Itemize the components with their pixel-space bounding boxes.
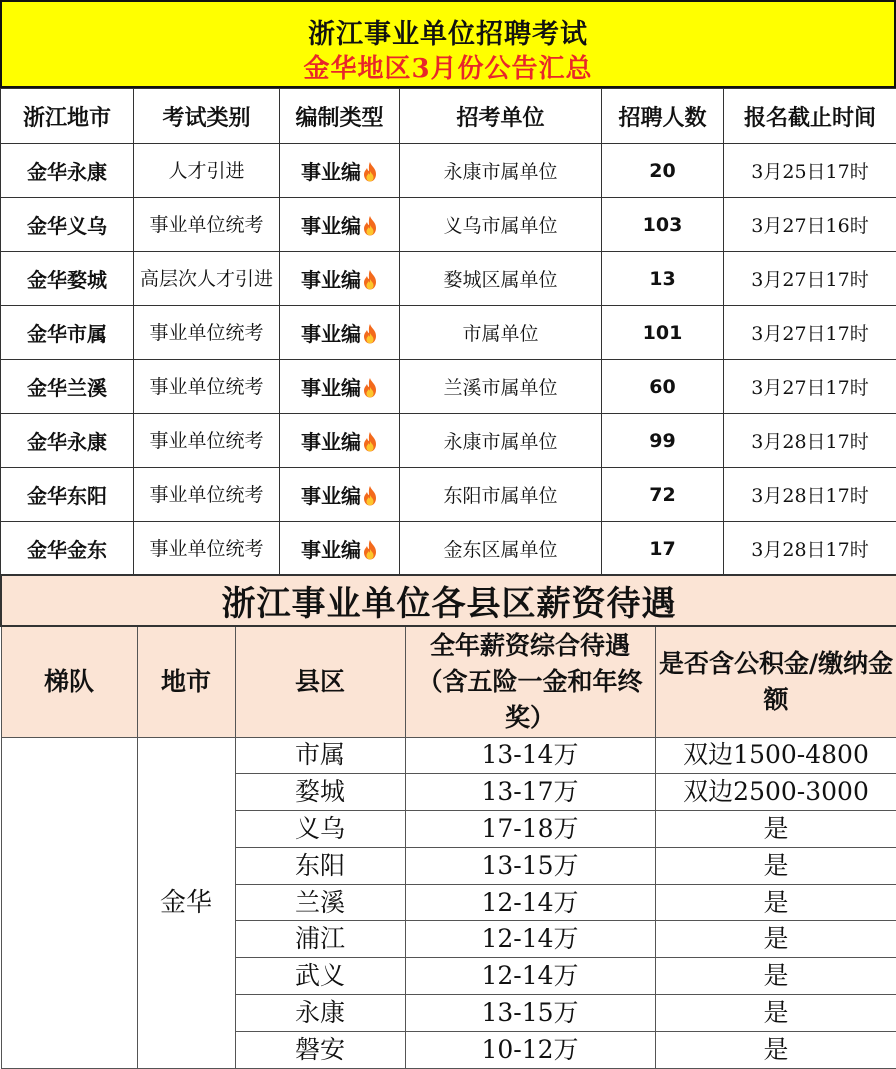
cell-exam-type: 事业单位统考 (134, 468, 280, 522)
cell-exam-type: 事业单位统考 (134, 198, 280, 252)
cell-county: 永康 (235, 995, 405, 1032)
cell-staffing-type (280, 360, 400, 414)
cell-count: 72 (602, 468, 724, 522)
recruitment-row (1, 252, 896, 306)
recruitment-row (1, 144, 896, 198)
cell-city: 金华金东 (1, 522, 134, 576)
staffing-type-label: 事业编 (301, 322, 361, 346)
recruitment-table (0, 88, 896, 576)
cell-fund: 是 (655, 847, 896, 884)
recruitment-row (1, 360, 896, 414)
cell-deadline: 3月27日17时 (724, 252, 896, 306)
fire-icon (362, 216, 378, 236)
recruitment-body (1, 144, 896, 576)
cell-unit: 永康市属单位 (400, 144, 602, 198)
header-exam-type: 考试类别 (134, 89, 280, 144)
cell-salary: 12-14万 (405, 884, 655, 921)
cell-exam-type: 人才引进 (134, 144, 280, 198)
recruitment-row (1, 306, 896, 360)
cell-deadline: 3月25日17时 (724, 144, 896, 198)
cell-county: 磐安 (235, 1031, 405, 1068)
cell-county: 义乌 (235, 811, 405, 848)
salary-table (0, 574, 896, 1069)
fire-icon (362, 486, 378, 506)
cell-count: 103 (602, 198, 724, 252)
salary-title-row (1, 575, 896, 626)
cell-unit: 兰溪市属单位 (400, 360, 602, 414)
cell-salary: 13-17万 (405, 774, 655, 811)
cell-unit: 永康市属单位 (400, 414, 602, 468)
cell-deadline: 3月27日16时 (724, 198, 896, 252)
cell-deadline: 3月28日17时 (724, 468, 896, 522)
cell-deadline: 3月27日17时 (724, 360, 896, 414)
cell-count: 101 (602, 306, 724, 360)
cell-city: 金华市属 (1, 306, 134, 360)
fire-icon (362, 324, 378, 344)
cell-salary: 17-18万 (405, 811, 655, 848)
staffing-type-label: 事业编 (301, 214, 361, 238)
cell-deadline: 3月28日17时 (724, 414, 896, 468)
header-salary: 全年薪资综合待遇（含五险一金和年终奖） (405, 626, 655, 737)
cell-deadline: 3月27日17时 (724, 306, 896, 360)
cell-city: 金华婺城 (1, 252, 134, 306)
cell-count: 99 (602, 414, 724, 468)
cell-fund: 是 (655, 995, 896, 1032)
staffing-type-label: 事业编 (301, 160, 361, 184)
cell-deadline: 3月28日17时 (724, 522, 896, 576)
cell-city: 金华义乌 (1, 198, 134, 252)
cell-county: 浦江 (235, 921, 405, 958)
cell-fund: 双边1500-4800 (655, 737, 896, 774)
cell-region: 金华 (137, 737, 235, 1068)
header-region: 地市 (137, 626, 235, 737)
cell-exam-type: 高层次人才引进 (134, 252, 280, 306)
cell-staffing-type (280, 414, 400, 468)
fire-icon (362, 432, 378, 452)
cell-unit: 市属单位 (400, 306, 602, 360)
cell-salary: 12-14万 (405, 921, 655, 958)
cell-staffing-type (280, 144, 400, 198)
header-county: 县区 (235, 626, 405, 737)
staffing-type-label: 事业编 (301, 538, 361, 562)
cell-county: 武义 (235, 958, 405, 995)
header-unit: 招考单位 (400, 89, 602, 144)
recruitment-header-row (1, 89, 896, 144)
banner-subtitle: 金华地区3月份公告汇总 (2, 48, 894, 85)
cell-county: 婺城 (235, 774, 405, 811)
recruitment-row (1, 414, 896, 468)
recruitment-row (1, 522, 896, 576)
cell-staffing-type (280, 468, 400, 522)
cell-salary: 12-14万 (405, 958, 655, 995)
cell-fund: 是 (655, 811, 896, 848)
cell-fund: 是 (655, 958, 896, 995)
fire-icon (362, 270, 378, 290)
cell-unit: 东阳市属单位 (400, 468, 602, 522)
salary-header-row (1, 626, 896, 737)
staffing-type-label: 事业编 (301, 484, 361, 508)
top-banner (0, 0, 896, 88)
recruitment-row (1, 468, 896, 522)
cell-fund: 是 (655, 1031, 896, 1068)
cell-staffing-type (280, 522, 400, 576)
cell-unit: 金东区属单位 (400, 522, 602, 576)
cell-city: 金华兰溪 (1, 360, 134, 414)
header-fund: 是否含公积金/缴纳金额 (655, 626, 896, 737)
cell-salary: 13-14万 (405, 737, 655, 774)
cell-staffing-type (280, 252, 400, 306)
staffing-type-label: 事业编 (301, 430, 361, 454)
cell-city: 金华永康 (1, 414, 134, 468)
recruitment-row (1, 198, 896, 252)
cell-fund: 双边2500-3000 (655, 774, 896, 811)
staffing-type-label: 事业编 (301, 376, 361, 400)
cell-staffing-type (280, 306, 400, 360)
cell-fund: 是 (655, 884, 896, 921)
cell-city: 金华永康 (1, 144, 134, 198)
cell-unit: 婺城区属单位 (400, 252, 602, 306)
cell-city: 金华东阳 (1, 468, 134, 522)
fire-icon (362, 162, 378, 182)
cell-county: 兰溪 (235, 884, 405, 921)
cell-count: 17 (602, 522, 724, 576)
cell-exam-type: 事业单位统考 (134, 360, 280, 414)
cell-fund: 是 (655, 921, 896, 958)
cell-county: 市属 (235, 737, 405, 774)
cell-count: 20 (602, 144, 724, 198)
cell-salary: 13-15万 (405, 847, 655, 884)
salary-row (1, 737, 896, 774)
header-deadline: 报名截止时间 (724, 89, 896, 144)
header-city: 浙江地市 (1, 89, 134, 144)
cell-exam-type: 事业单位统考 (134, 306, 280, 360)
header-staffing-type: 编制类型 (280, 89, 400, 144)
staffing-type-label: 事业编 (301, 268, 361, 292)
banner-title: 浙江事业单位招聘考试 (2, 12, 894, 51)
salary-body (1, 737, 896, 1068)
cell-staffing-type (280, 198, 400, 252)
fire-icon (362, 540, 378, 560)
cell-count: 13 (602, 252, 724, 306)
cell-count: 60 (602, 360, 724, 414)
cell-exam-type: 事业单位统考 (134, 522, 280, 576)
header-tier: 梯队 (1, 626, 137, 737)
cell-county: 东阳 (235, 847, 405, 884)
fire-icon (362, 378, 378, 398)
cell-unit: 义乌市属单位 (400, 198, 602, 252)
cell-exam-type: 事业单位统考 (134, 414, 280, 468)
header-count: 招聘人数 (602, 89, 724, 144)
cell-tier (1, 737, 137, 1068)
cell-salary: 13-15万 (405, 995, 655, 1032)
salary-title: 浙江事业单位各县区薪资待遇 (1, 575, 896, 626)
cell-salary: 10-12万 (405, 1031, 655, 1068)
